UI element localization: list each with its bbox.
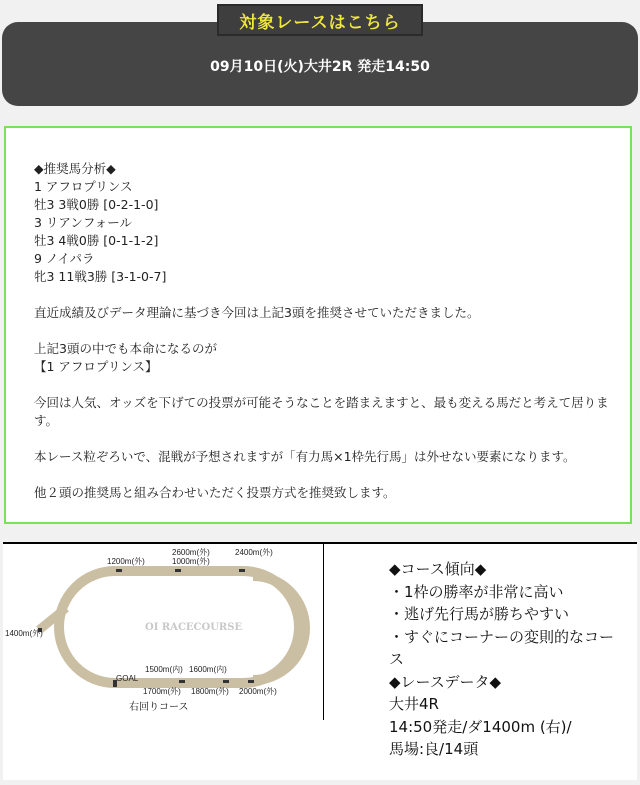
analysis-section-title: ◆推奨馬分析◆ — [34, 161, 116, 176]
race-data-title: ◆レースデータ◆ — [389, 672, 502, 691]
analysis-paragraph: 直近成績及びデータ理論に基づき今回は上記3頭を推奨させていただきました。 — [34, 305, 480, 320]
distance-label: 2600m(外) — [172, 548, 210, 557]
horse-name: 1 アフロプリンス — [34, 179, 133, 194]
distance-label: 1500m(内) — [145, 665, 183, 674]
distance-label: 1200m(外) — [107, 557, 145, 566]
distance-label: 1400m(外) — [5, 629, 43, 638]
race-number: 大井4R — [389, 695, 439, 713]
analysis-paragraph: 他２頭の推奨馬と組み合わせいただく投票方式を推奨致します。 — [34, 485, 396, 500]
race-info-text: 09月10日(火)大井2R 発走14:50 — [210, 59, 430, 75]
distance-label: 1000m(外) — [172, 557, 210, 566]
analysis-paragraph: 上記3頭の中でも本命になるのが — [34, 341, 217, 356]
tendency-item: ・逃げ先行馬が勝ちやすい — [389, 605, 570, 623]
distance-label: 2000m(外) — [239, 687, 277, 696]
tendency-item: ・すぐにコーナーの変則的なコー — [389, 627, 615, 646]
course-tendency-panel — [389, 558, 629, 761]
distance-label: 2400m(外) — [235, 548, 273, 557]
horse-record: 牡3 3戦0勝 [0-2-1-0] — [34, 197, 159, 212]
race-detail: 馬場:良/14頭 — [389, 740, 479, 758]
race-detail: 14:50発走/ダ1400m (右)/ — [389, 717, 572, 736]
distance-label: 1800m(外) — [191, 687, 229, 696]
horse-record: 牝3 11戦3勝 [3-1-0-7] — [34, 269, 167, 284]
analysis-paragraph: 今回は人気、オッズを下げての投票が可能そうなことを踏まえますと、最も変える馬だと考えて居ります。 — [34, 395, 609, 428]
main-pick-text: 【1 アフロプリンス】 — [34, 359, 158, 374]
recommendation-analysis-box — [4, 126, 632, 524]
analysis-paragraph: 本レース粒ぞろいで、混戦が予想されますが「有力馬×1枠先行馬」は外せない要素になります。 — [34, 449, 576, 464]
horse-name: 9 ノイパラ — [34, 251, 95, 266]
goal-label: GOAL — [116, 674, 139, 683]
horse-record: 牡3 4戦0勝 [0-1-1-2] — [34, 233, 159, 248]
target-race-title: 対象レースはこちら — [217, 4, 423, 36]
tendency-item: ・1枠の勝率が非常に高い — [389, 582, 564, 601]
distance-label: 1600m(内) — [189, 665, 227, 674]
distance-label: 1700m(外) — [143, 687, 181, 696]
course-map — [3, 544, 323, 722]
horse-name: 3 リアンフォール — [34, 215, 133, 230]
tendency-title: ◆コース傾向◆ — [389, 560, 487, 578]
course-direction-caption: 右回りコース — [129, 702, 189, 713]
divider — [323, 544, 324, 720]
racecourse-name-label: OI RACECOURSE — [145, 622, 243, 633]
tendency-item-continued: ス — [389, 650, 405, 668]
course-info-box — [3, 542, 637, 780]
